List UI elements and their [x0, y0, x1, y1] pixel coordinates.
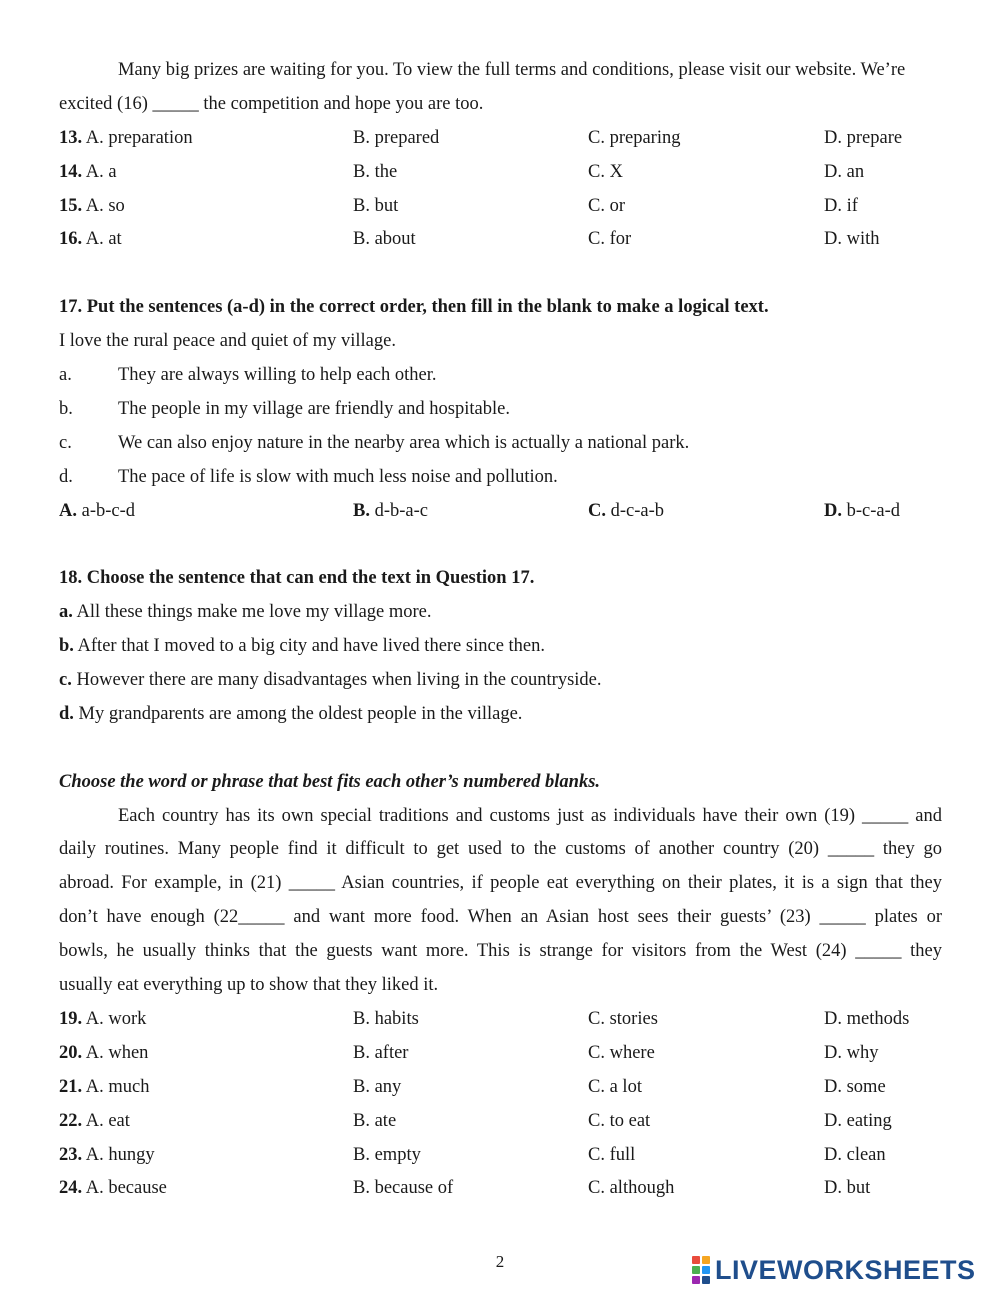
passage-2	[59, 800, 942, 1003]
sentence-item	[59, 359, 942, 393]
passage-line: bowls, he usually thinks that the guests want more. This is strange for visitors from the West (24) _____ they	[59, 941, 942, 962]
question-number: 16.	[59, 229, 83, 250]
option-d[interactable]: D. prepare	[824, 127, 903, 148]
option-a[interactable]: 23. A. hungy	[59, 1144, 155, 1165]
sentence-letter: b.	[59, 398, 73, 419]
passage-line: daily routines. Many people find it difficult to get used to the customs of another country (20) _____ they go	[59, 839, 942, 860]
option-d[interactable]: D. with	[824, 229, 880, 250]
option-d[interactable]: D. methods	[824, 1008, 910, 1029]
option-b[interactable]: B. after	[353, 1042, 409, 1063]
question-row	[59, 122, 942, 156]
passage-line: excited (16) _____ the competition and hope you are too.	[59, 93, 484, 114]
option-d[interactable]: D. some	[824, 1076, 886, 1097]
passage-line: usually eat everything up to show that they liked it.	[59, 975, 439, 996]
option-d[interactable]: D. an	[824, 161, 865, 182]
q17-options	[59, 495, 942, 529]
option-a[interactable]: 15. A. so	[59, 195, 125, 216]
sentence-item	[59, 393, 942, 427]
option-a[interactable]: 14. A. a	[59, 161, 117, 182]
option-a[interactable]: 13. A. preparation	[59, 127, 193, 148]
option-b[interactable]: B. habits	[353, 1008, 419, 1029]
sentence-letter: d.	[59, 466, 73, 487]
sentence-text: They are always willing to help each other.	[118, 365, 437, 386]
option-b[interactable]: B. but	[353, 195, 399, 216]
question-number: 24.	[59, 1178, 83, 1199]
option-b[interactable]: B. any	[353, 1076, 402, 1097]
questions-19-24	[59, 1003, 942, 1206]
q17-option-a[interactable]: A. a-b-c-d	[59, 500, 136, 521]
option-b[interactable]: B. ate	[353, 1110, 397, 1131]
sentence-item	[59, 427, 942, 461]
question-row	[59, 1071, 942, 1105]
option-c[interactable]: C. although	[588, 1178, 675, 1199]
sentence-text: We can also enjoy nature in the nearby area which is actually a national park.	[118, 432, 690, 453]
q17-sentences	[59, 359, 942, 495]
q18-heading: 18. Choose the sentence that can end the text in Question 17.	[59, 568, 535, 589]
option-a[interactable]: 16. A. at	[59, 229, 122, 250]
sentence-item	[59, 461, 942, 495]
question-number: 22.	[59, 1110, 83, 1131]
option-c[interactable]: C. for	[588, 229, 632, 250]
option-a[interactable]: 20. A. when	[59, 1042, 149, 1063]
option-b[interactable]: B. about	[353, 229, 416, 250]
option-b[interactable]: B. because of	[353, 1178, 454, 1199]
question-number: 15.	[59, 195, 83, 216]
questions-13-16	[59, 122, 942, 258]
question-row	[59, 156, 942, 190]
question-number: 23.	[59, 1144, 83, 1165]
option-c[interactable]: C. where	[588, 1042, 655, 1063]
question-row	[59, 190, 942, 224]
q17-heading: 17. Put the sentences (a-d) in the correct order, then fill in the blank to make a logical text.	[59, 297, 769, 318]
q18-option[interactable]: c. However there are many disadvantages when living in the countryside.	[59, 670, 602, 691]
question-row	[59, 1037, 942, 1071]
sentence-letter: c.	[59, 432, 72, 453]
option-d[interactable]: D. if	[824, 195, 858, 216]
logo-icon	[692, 1256, 710, 1284]
option-c[interactable]: C. stories	[588, 1008, 658, 1029]
sentence-text: The people in my village are friendly and hospitable.	[118, 398, 510, 419]
option-c[interactable]: C. preparing	[588, 127, 681, 148]
q18-option[interactable]: b. After that I moved to a big city and have lived there since then.	[59, 636, 546, 657]
option-d[interactable]: D. why	[824, 1042, 879, 1063]
option-c[interactable]: C. a lot	[588, 1076, 642, 1097]
question-row	[59, 1105, 942, 1139]
option-b[interactable]: B. empty	[353, 1144, 421, 1165]
passage-line: don’t have enough (22_____ and want more food. When an Asian host sees their guests’ (23) _____ plates or	[59, 907, 942, 928]
q17-option-b[interactable]: B. d-b-a-c	[353, 500, 428, 521]
question-number: 13.	[59, 127, 83, 148]
option-c[interactable]: C. X	[588, 161, 623, 182]
liveworksheets-logo	[692, 1254, 976, 1286]
question-row	[59, 1139, 942, 1173]
q17-option-c[interactable]: C. d-c-a-b	[588, 500, 665, 521]
logo-text: LIVEWORKSHEETS	[715, 1254, 976, 1285]
question-number: 19.	[59, 1008, 83, 1029]
q17-option-d[interactable]: D. b-c-a-d	[824, 500, 901, 521]
sentence-letter: a.	[59, 365, 72, 386]
question-row	[59, 1003, 942, 1037]
question-number: 20.	[59, 1042, 83, 1063]
option-a[interactable]: 22. A. eat	[59, 1110, 130, 1131]
question-number: 21.	[59, 1076, 83, 1097]
q17-intro: I love the rural peace and quiet of my village.	[59, 331, 396, 352]
option-b[interactable]: B. prepared	[353, 127, 440, 148]
q18-option[interactable]: d. My grandparents are among the oldest people in the village.	[59, 703, 523, 724]
q18-option[interactable]: a. All these things make me love my village more.	[59, 602, 432, 623]
option-c[interactable]: C. or	[588, 195, 625, 216]
option-c[interactable]: C. to eat	[588, 1110, 651, 1131]
option-a[interactable]: 24. A. because	[59, 1178, 167, 1199]
worksheet-page	[59, 54, 942, 1206]
option-b[interactable]: B. the	[353, 161, 398, 182]
passage-line: abroad. For example, in (21) _____ Asian countries, if people eat everything on their plates, it is a sign that they	[59, 873, 942, 894]
q18-options	[59, 596, 942, 732]
sentence-text: The pace of life is slow with much less noise and pollution.	[118, 466, 558, 487]
option-d[interactable]: D. but	[824, 1178, 871, 1199]
question-row	[59, 223, 942, 257]
passage-line: Many big prizes are waiting for you. To view the full terms and conditions, please visit our website. We’re	[118, 60, 906, 80]
page-number: 2	[495, 1252, 505, 1271]
option-d[interactable]: D. clean	[824, 1144, 886, 1165]
section-heading: Choose the word or phrase that best fits each other’s numbered blanks.	[59, 771, 601, 792]
option-d[interactable]: D. eating	[824, 1110, 892, 1131]
passage-line: Each country has its own special traditions and customs just as individuals have their own (19) _____ and	[118, 805, 942, 826]
option-a[interactable]: 21. A. much	[59, 1076, 150, 1097]
option-c[interactable]: C. full	[588, 1144, 636, 1165]
option-a[interactable]: 19. A. work	[59, 1008, 147, 1029]
question-row	[59, 1172, 942, 1206]
question-number: 14.	[59, 161, 83, 182]
